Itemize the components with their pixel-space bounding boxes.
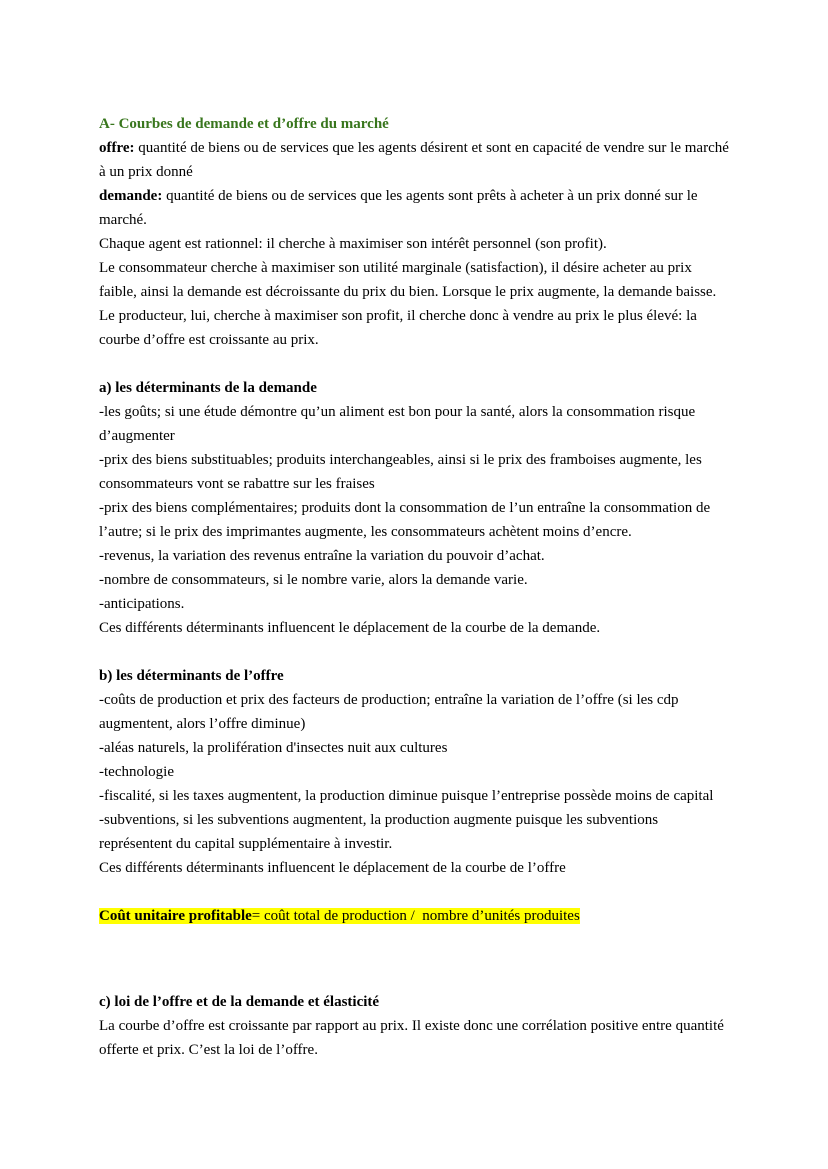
paragraph [99,616,733,640]
paragraph [99,400,733,448]
paragraph [99,1014,733,1062]
paragraph [99,760,733,784]
paragraph [99,688,733,736]
paragraph [99,808,733,856]
text-run: -aléas naturels, la prolifération d'insectes nuit aux cultures [99,740,448,756]
paragraph [99,856,733,880]
text-run: -les goûts; si une étude démontre qu’un aliment est bon pour la santé, alors la consommation risque d’augmenter [99,404,699,444]
text-run: a) les déterminants de la demande [99,380,317,396]
text-run: Le consommateur cherche à maximiser son utilité marginale (satisfaction), il désire acheter au prix faible, ainsi la demande est décroissante du prix du bien. Lorsque le prix augmente, la demande baisse. [99,260,717,300]
blank-line [99,640,733,664]
section-heading-a [99,376,733,400]
text-run: Chaque agent est rationnel: il cherche à maximiser son intérêt personnel (son profit). [99,236,607,252]
text-run: Ces différents déterminants influencent le déplacement de la courbe de la demande. [99,620,601,636]
text-run: demande: [99,188,163,204]
text-run: quantité de biens ou de services que les agents désirent et sont en capacité de vendre sur le marché à un prix donné [99,140,733,180]
text-run: Coût unitaire profitable [99,908,252,924]
text-run: = coût total de production / nombre d’unités produites [251,908,580,924]
text-run: Le producteur, lui, cherche à maximiser son profit, il cherche donc à vendre au prix le plus élevé: la courbe d’offre est croissante au prix. [99,308,701,348]
text-run: -prix des biens substituables; produits interchangeables, ainsi si le prix des framboises augmente, les consommateurs vont se rabattre sur les fraises [99,452,706,492]
paragraph [99,496,733,544]
document-content [99,112,733,1062]
paragraph [99,184,733,232]
text-run: Ces différents déterminants influencent le déplacement de la courbe de l’offre [99,860,566,876]
text-run: La courbe d’offre est croissante par rapport au prix. Il existe donc une corrélation positive entre quantité offerte et prix. C’est la loi de l’offre. [99,1018,728,1058]
text-run: -fiscalité, si les taxes augmentent, la production diminue puisque l’entreprise possède moins de capital [99,788,714,804]
paragraph [99,592,733,616]
text-run: -revenus, la variation des revenus entraîne la variation du pouvoir d’achat. [99,548,545,564]
doc-title [99,112,733,136]
text-run: c) loi de l’offre et de la demande et élasticité [99,994,380,1010]
paragraph [99,232,733,256]
text-run: offre: [99,140,135,156]
section-heading-b [99,664,733,688]
paragraph [99,568,733,592]
paragraph [99,544,733,568]
text-run: -subventions, si les subventions augmentent, la production augmente puisque les subventions représentent du capital supplémentaire à investir. [99,812,662,852]
text-run: -prix des biens complémentaires; produits dont la consommation de l’un entraîne la consommation de l’autre; si le prix des imprimantes augmente, les consommateurs achètent moins d’encre. [99,500,714,540]
paragraph [99,256,733,304]
highlight-line [99,904,733,928]
blank-line [99,880,733,904]
text-run: b) les déterminants de l’offre [99,668,284,684]
paragraph [99,736,733,760]
paragraph [99,136,733,184]
text-run: -technologie [99,764,174,780]
paragraph [99,784,733,808]
text-run: A- Courbes de demande et d’offre du marché [99,116,389,132]
blank-line [99,928,733,990]
paragraph [99,448,733,496]
text-run: quantité de biens ou de services que les agents sont prêts à acheter à un prix donné sur le marché. [99,188,702,228]
section-heading-c [99,990,733,1014]
paragraph [99,304,733,352]
text-run: -anticipations. [99,596,185,612]
text-run: -coûts de production et prix des facteurs de production; entraîne la variation de l’offre (si les cdp augmentent, alors l’offre diminue) [99,692,683,732]
text-run: -nombre de consommateurs, si le nombre varie, alors la demande varie. [99,572,528,588]
blank-line [99,352,733,376]
